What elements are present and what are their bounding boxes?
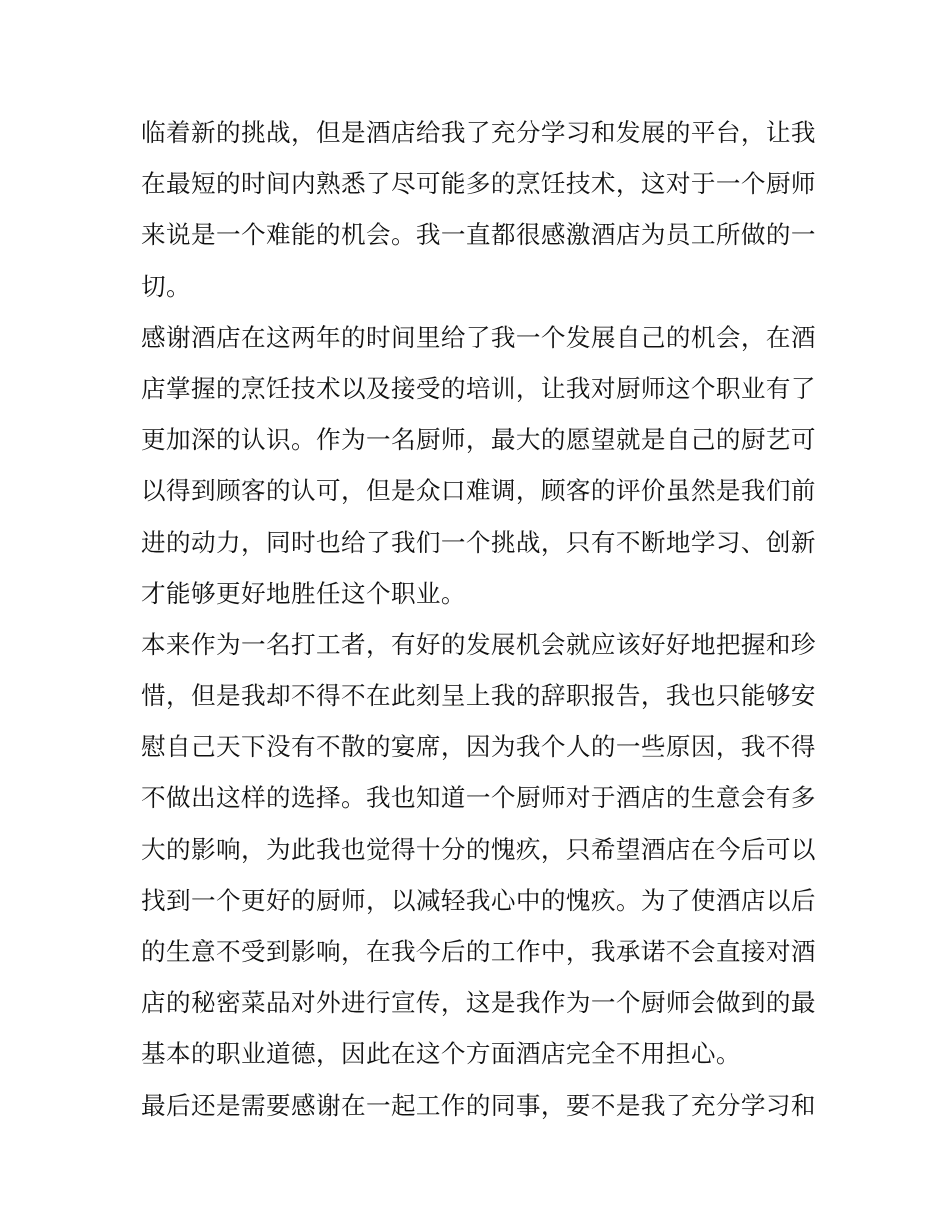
text-line: 店的秘密菜品对外进行宣传，这是我作为一个厨师会做到的最 [141, 988, 816, 1018]
letter-body [141, 107, 821, 1131]
text-line: 感谢酒店在这两年的时间里给了我一个发展自己的机会，在酒 [141, 322, 816, 352]
text-line: 在最短的时间内熟悉了尽可能多的烹饪技术，这对于一个厨师 [141, 169, 816, 199]
text-line: 惜，但是我却不得不在此刻呈上我的辞职报告，我也只能够安 [141, 681, 816, 711]
text-line: 慰自己天下没有不散的宴席，因为我个人的一些原因，我不得 [141, 732, 816, 762]
text-line: 以得到顾客的认可，但是众口难调，顾客的评价虽然是我们前 [141, 476, 816, 506]
text-line: 大的影响，为此我也觉得十分的愧疚，只希望酒店在今后可以 [141, 834, 816, 864]
text-line: 店掌握的烹饪技术以及接受的培训，让我对厨师这个职业有了 [141, 373, 816, 403]
text-line: 基本的职业道德，因此在这个方面酒店完全不用担心。 [141, 1039, 741, 1069]
text-line: 临着新的挑战，但是酒店给我了充分学习和发展的平台，让我 [141, 118, 816, 147]
text-line: 切。 [141, 271, 191, 301]
text-line: 才能够更好地胜任这个职业。 [141, 578, 466, 608]
text-line: 本来作为一名打工者，有好的发展机会就应该好好地把握和珍 [141, 629, 816, 659]
text-line: 最后还是需要感谢在一起工作的同事，要不是我了充分学习和 [141, 1090, 816, 1120]
text-line: 找到一个更好的厨师，以减轻我心中的愧疚。为了使酒店以后 [141, 885, 816, 915]
text-line: 进的动力，同时也给了我们一个挑战，只有不断地学习、创新 [141, 527, 816, 557]
text-line: 更加深的认识。作为一名厨师，最大的愿望就是自己的厨艺可 [141, 425, 816, 455]
text-line: 来说是一个难能的机会。我一直都很感激酒店为员工所做的一 [141, 220, 816, 250]
text-line: 的生意不受到影响，在我今后的工作中，我承诺不会直接对酒 [141, 937, 816, 966]
text-line: 不做出这样的选择。我也知道一个厨师对于酒店的生意会有多 [141, 783, 816, 813]
